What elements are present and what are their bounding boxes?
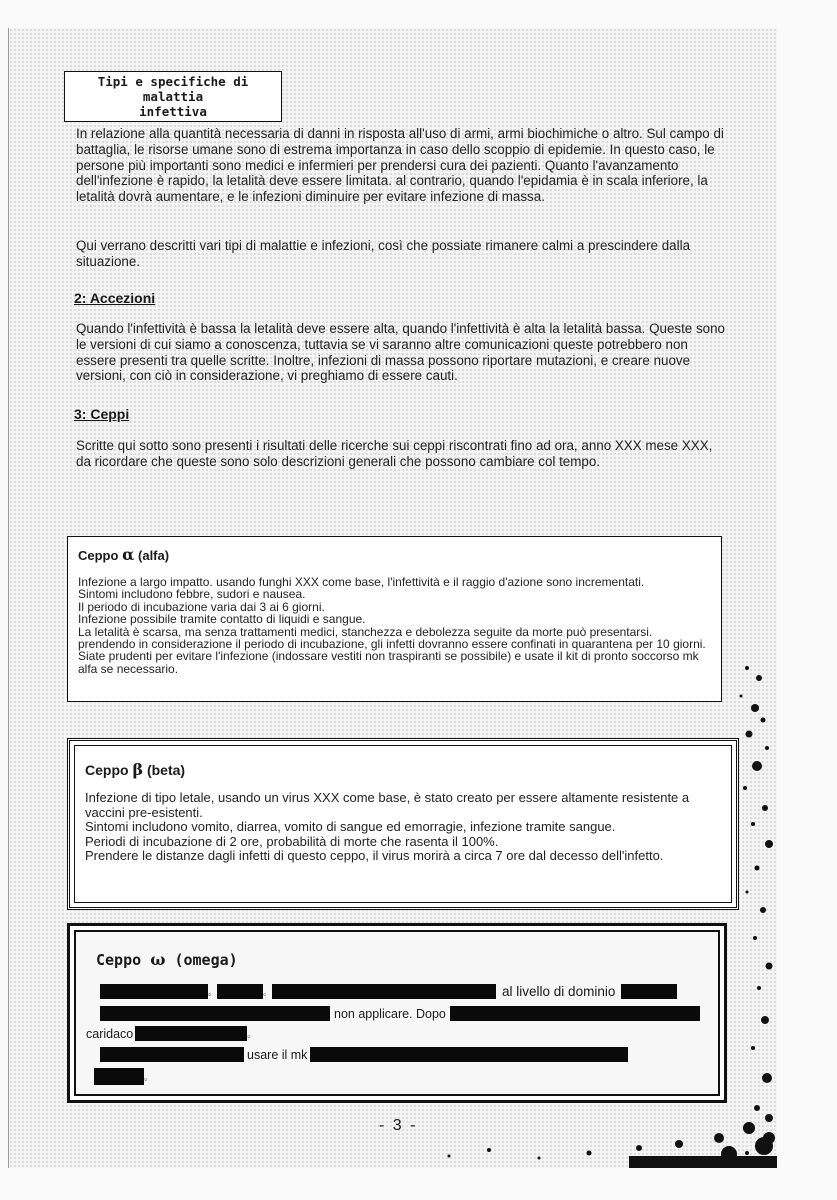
omega-redacted-line-2 [100, 1006, 700, 1021]
omega-dot: 。 [263, 987, 273, 997]
page-number: - 3 - [379, 1117, 418, 1134]
beta-line: Periodi di incubazione di 2 ore, probabilità di morte che rasenta il 100%. [85, 833, 499, 849]
strain-omega-inner [74, 930, 720, 1096]
beta-symbol: β [132, 760, 144, 779]
section-title-line1: Tipi e specifiche di malattia [97, 74, 249, 104]
strain-beta-inner [74, 745, 732, 903]
alpha-symbol: α [122, 545, 135, 564]
redaction-bar [100, 984, 208, 999]
accezioni-paragraph: Quando l'infettività è bassa la letalità deve essere alta, quando l'infettività è alta la letalità bassa. Queste sono le versioni di cui siamo a conoscenza, tuttavia se vi saranno altre comunicazioni queste potrebbero non essere presenti tra quelle scritte. Inoltre, infezioni di massa possono riportare mutazioni, e creare nuove versioni, con ciò in considerazione, vi preghiamo di essere cauti. [76, 321, 726, 384]
beta-line: Sintomi includono vomito, diarrea, vomito di sangue ed emorragie, infezione tramite sangue. [85, 819, 616, 834]
redaction-bar [217, 984, 263, 999]
redaction-bar [100, 1006, 330, 1021]
section-title-box [64, 71, 282, 122]
ink-splatter-bottom [429, 1098, 777, 1168]
strain-alpha-title-prefix: Ceppo [78, 548, 119, 563]
omega-dot: 。 [247, 1029, 257, 1039]
omega-redacted-line-1 [100, 984, 677, 999]
omega-dot: 。 [144, 1072, 154, 1082]
strain-alpha-title [78, 545, 711, 564]
omega-text-1: al livello di dominio [502, 984, 616, 999]
ink-splatter-decoration [697, 648, 777, 1168]
omega-text-4: usare il mk [247, 1047, 308, 1062]
strain-beta-title-prefix: Ceppo [85, 762, 129, 778]
strain-omega-title-prefix: Ceppo [96, 951, 142, 969]
alpha-line: La letalità è scarsa, ma senza trattamenti medici, stanchezza e debolezza seguite da morte può presentarsi. [78, 624, 653, 639]
alpha-line: Il periodo di incubazione varia dai 3 ai 6 giorni. [78, 599, 325, 614]
beta-line: Infezione di tipo letale, usando un virus XXX come base, è stato creato per essere altamente resistente a vaccini pre-esistenti. [85, 790, 690, 820]
strain-beta-box [67, 738, 739, 910]
section-heading-accezioni: 2: Accezioni [74, 290, 156, 306]
strain-beta-title-suffix: (beta) [146, 762, 186, 778]
omega-redacted-line-3 [86, 1026, 256, 1041]
strain-omega-title-suffix: (omega) [174, 951, 238, 969]
omega-dot: 。 [208, 987, 218, 997]
intro-paragraph-2: Qui verrano descritti vari tipi di malattie e infezioni, così che possiate rimanere calmi a prescindere dalla situazione. [76, 238, 691, 269]
redaction-bar [94, 1068, 144, 1085]
strain-alpha-title-suffix: (alfa) [138, 548, 170, 563]
alpha-line: Sintomi includono febbre, sudori e nausea. [78, 587, 306, 602]
ceppi-paragraph: Scritte qui sotto sono presenti i risultati delle ricerche sui ceppi riscontrati fino ad ora, anno XXX mese XXX, da ricordare che queste sono solo descrizioni generali che possono cambiare col tempo. [76, 438, 713, 469]
strain-omega-box [67, 923, 727, 1103]
alpha-line: Infezione possibile tramite contatto di liquidi e sangue. [78, 612, 366, 627]
section-heading-ceppi: 3: Ceppi [74, 406, 130, 422]
redaction-bar [450, 1006, 700, 1021]
section-title-line2: infettiva [139, 104, 207, 119]
redaction-bar [272, 984, 496, 999]
alpha-line: prendendo in considerazione il periodo di incubazione, gli infetti dovranno essere confinati in quarantena per 10 giorni. [78, 637, 706, 652]
omega-redacted-line-4 [100, 1047, 628, 1062]
redaction-bar [100, 1047, 244, 1062]
omega-redacted-line-5 [94, 1068, 153, 1085]
beta-line: Prendere le distanze dagli infetti di questo ceppo, il virus morirà a circa 7 ore dal decesso dell'infetto. [85, 848, 664, 863]
strain-alpha-box [67, 536, 722, 702]
omega-text-3: caridaco [86, 1026, 134, 1041]
redaction-bar [621, 984, 677, 999]
intro-paragraph: In relazione alla quantità necessaria di danni in risposta all'uso di armi, armi biochimiche o altro. Sul campo di battaglia, le risorse umane sono di estrema importanza in caso dello scoppio di epidemie. In questo caso, le persone più importanti sono medici e infermieri per prendersi cura dei pazienti. Quanto l'avanzamento dell'infezione è rapido, la letalità deve essere limitata. al contrario, quando l'epidamia è in scala inferiore, la letalità dovrà aumentare, e le infezioni diminuire per evitare infezione di massa. [76, 126, 724, 205]
omega-symbol: ω [150, 950, 166, 969]
omega-text-2: non applicare. Dopo [334, 1006, 446, 1021]
alpha-line: Siate prudenti per evitare l'infezione (indossare vestiti non traspiranti se possibile) e usate il kit di pronto soccorso mk alfa se necessario. [78, 649, 699, 676]
alpha-line: Infezione a largo impatto. usando funghi XXX come base, l'infettività e il raggio d'azione sono incrementati. [78, 575, 645, 589]
manual-page [8, 28, 777, 1168]
redaction-bar [135, 1026, 247, 1041]
strain-omega-title [96, 950, 238, 969]
strain-beta-title [85, 760, 721, 779]
redaction-bar [310, 1047, 628, 1062]
